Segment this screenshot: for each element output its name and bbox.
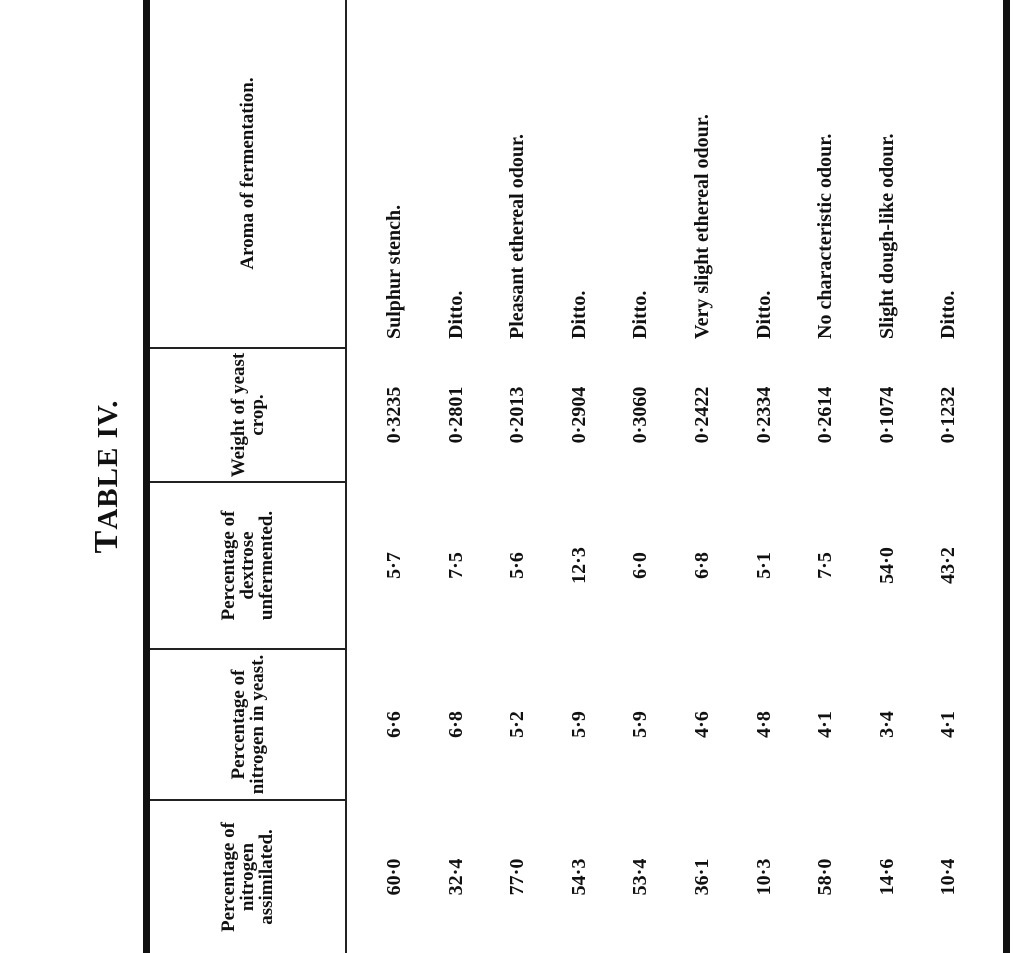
cell-aroma: Slight dough-like odour. [875,133,898,339]
cell-yeast-weight: 0·2334 [752,386,775,444]
cell-yeast-weight: 0·3060 [628,386,651,444]
cell-yeast-weight: 0·2013 [505,386,528,444]
header-nitrogen-in-yeast: Percentage of nitrogen in yeast. [227,654,268,795]
cell-nitrogen-assimilated: 14·6 [875,858,898,896]
cell-nitrogen-assimilated: 58·0 [813,858,836,896]
cell-dextrose-unfermented: 7·5 [444,552,467,579]
cell-aroma: Very slight ethereal odour. [690,114,713,339]
header-rule [345,0,347,953]
cell-aroma: Pleasant ethereal odour. [505,134,528,339]
cell-nitrogen-in-yeast: 3·4 [875,711,898,738]
cell-dextrose-unfermented: 5·6 [505,552,528,579]
cell-yeast-weight: 0·2614 [813,386,836,444]
cell-dextrose-unfermented: 43·2 [936,547,959,584]
bottom-rule [1003,0,1010,953]
header-yeast-weight: Weight of yeast crop. [227,352,268,478]
cell-yeast-weight: 0·3235 [382,386,405,444]
cell-nitrogen-in-yeast: 4·1 [936,711,959,738]
cell-nitrogen-assimilated: 36·1 [690,858,713,896]
cell-dextrose-unfermented: 54·0 [875,547,898,584]
cell-nitrogen-assimilated: 10·4 [936,858,959,896]
header-dextrose-unfermented: Percentage of dextrose unfermented. [218,510,277,621]
cell-nitrogen-assimilated: 60·0 [382,858,405,896]
cell-nitrogen-in-yeast: 4·6 [690,711,713,738]
cell-yeast-weight: 0·2801 [444,386,467,444]
cell-nitrogen-in-yeast: 6·8 [444,711,467,738]
cell-nitrogen-in-yeast: 6·6 [382,711,405,738]
cell-yeast-weight: 0·2422 [690,386,713,444]
cell-aroma: Ditto. [628,290,651,339]
cell-aroma: Ditto. [752,290,775,339]
cell-yeast-weight: 0·1074 [875,386,898,444]
cell-dextrose-unfermented: 5·1 [752,552,775,579]
cell-yeast-weight: 0·1232 [936,386,959,444]
cell-dextrose-unfermented: 6·0 [628,552,651,579]
cell-nitrogen-assimilated: 54·3 [567,858,590,896]
cell-nitrogen-in-yeast: 4·8 [752,711,775,738]
cell-aroma: Ditto. [567,290,590,339]
cell-nitrogen-in-yeast: 5·9 [567,711,590,738]
cell-nitrogen-in-yeast: 5·2 [505,711,528,738]
header-nitrogen-assimilated: Percentage of nitrogen assimilated. [218,822,277,932]
top-rule [143,0,150,953]
cell-aroma: Ditto. [444,290,467,339]
cell-nitrogen-in-yeast: 4·1 [813,711,836,738]
cell-yeast-weight: 0·2904 [567,386,590,444]
cell-dextrose-unfermented: 5·7 [382,552,405,579]
cell-aroma: No characteristic odour. [813,133,836,339]
cell-dextrose-unfermented: 7·5 [813,552,836,579]
header-aroma: Aroma of fermentation. [237,77,258,270]
cell-aroma: Sulphur stench. [382,204,405,339]
cell-dextrose-unfermented: 12·3 [567,547,590,584]
cell-nitrogen-in-yeast: 5·9 [628,711,651,738]
cell-nitrogen-assimilated: 53·4 [628,858,651,896]
cell-nitrogen-assimilated: 10·3 [752,858,775,896]
cell-aroma: Ditto. [936,290,959,339]
cell-dextrose-unfermented: 6·8 [690,552,713,579]
table-title: TABLE IV. [88,399,125,554]
cell-nitrogen-assimilated: 32·4 [444,858,467,896]
cell-nitrogen-assimilated: 77·0 [505,858,528,896]
